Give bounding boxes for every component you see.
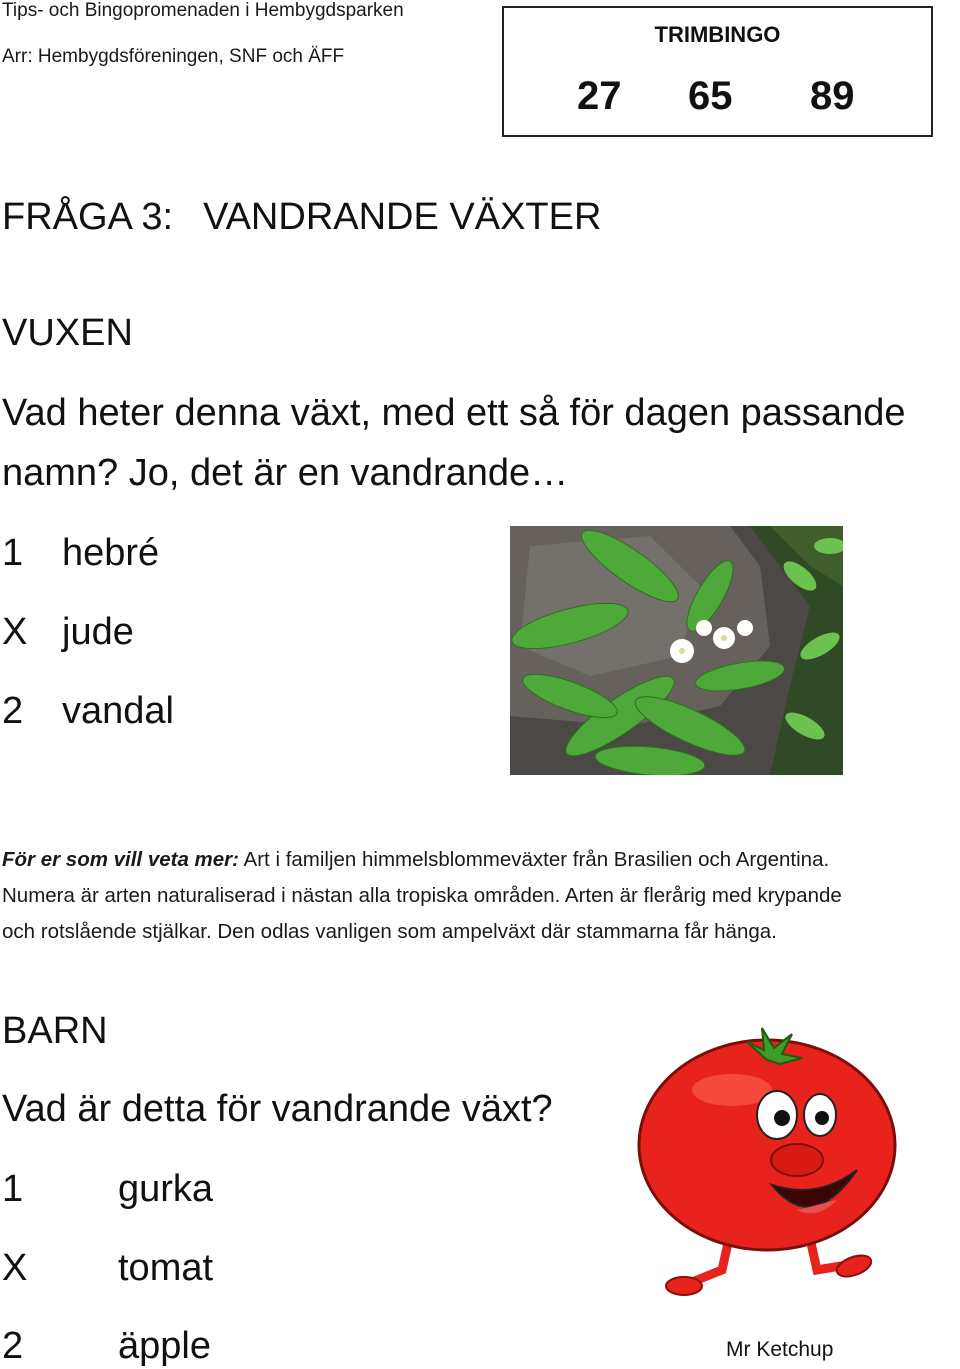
bingo-number: 27 xyxy=(577,74,622,118)
walking-tomato-illustration xyxy=(622,1020,897,1330)
adult-option-key: 2 xyxy=(2,690,24,732)
kids-heading: BARN xyxy=(2,1010,108,1052)
header-organizers: Arr: Hembygdsföreningen, SNF och ÄFF xyxy=(2,46,345,67)
info-line: och rotslående stjälkar. Den odlas vanligen som ampelväxt där stammarna får hänga. xyxy=(2,920,777,943)
bingo-number: 65 xyxy=(688,74,733,118)
info-paragraph xyxy=(2,842,958,950)
header-title: Tips- och Bingopromenaden i Hembygdsparken xyxy=(2,0,404,21)
adult-question-line: namn? Jo, det är en vandrande… xyxy=(2,452,569,494)
adult-option-key: 1 xyxy=(2,532,24,574)
kids-option-text: tomat xyxy=(118,1247,214,1289)
question-label: FRÅGA 3: xyxy=(2,196,174,238)
kids-option-key: 2 xyxy=(2,1325,24,1367)
adult-option-text: hebré xyxy=(62,532,160,574)
kids-question: Vad är detta för vandrande växt? xyxy=(2,1088,553,1130)
adult-option-text: vandal xyxy=(62,690,174,732)
trimbingo-title: TRIMBINGO xyxy=(654,22,781,47)
adult-option-text: jude xyxy=(62,611,134,653)
info-lead: För er som vill veta mer: xyxy=(2,848,239,871)
kids-option-key: 1 xyxy=(2,1168,24,1210)
kids-option-text: äpple xyxy=(118,1325,211,1367)
info-line: Numera är arten naturaliserad i nästan alla tropiska områden. Arten är flerårig med krypande xyxy=(2,884,842,907)
tomato-caption: Mr Ketchup xyxy=(726,1338,834,1361)
adult-option-key: X xyxy=(2,611,28,653)
info-line xyxy=(2,842,958,878)
adult-heading: VUXEN xyxy=(2,312,133,354)
bingo-number: 89 xyxy=(810,74,855,118)
kids-option-key: X xyxy=(2,1247,28,1289)
wandering-plant-photo xyxy=(510,526,843,775)
question-title xyxy=(2,196,601,239)
trimbingo-box xyxy=(502,6,933,137)
info-text: Art i familjen himmelsblommeväxter från Brasilien och Argentina. xyxy=(238,848,830,871)
kids-option-text: gurka xyxy=(118,1168,214,1210)
question-topic: VANDRANDE VÄXTER xyxy=(203,196,602,238)
adult-question-line: Vad heter denna växt, med ett så för dagen passande xyxy=(2,392,906,434)
